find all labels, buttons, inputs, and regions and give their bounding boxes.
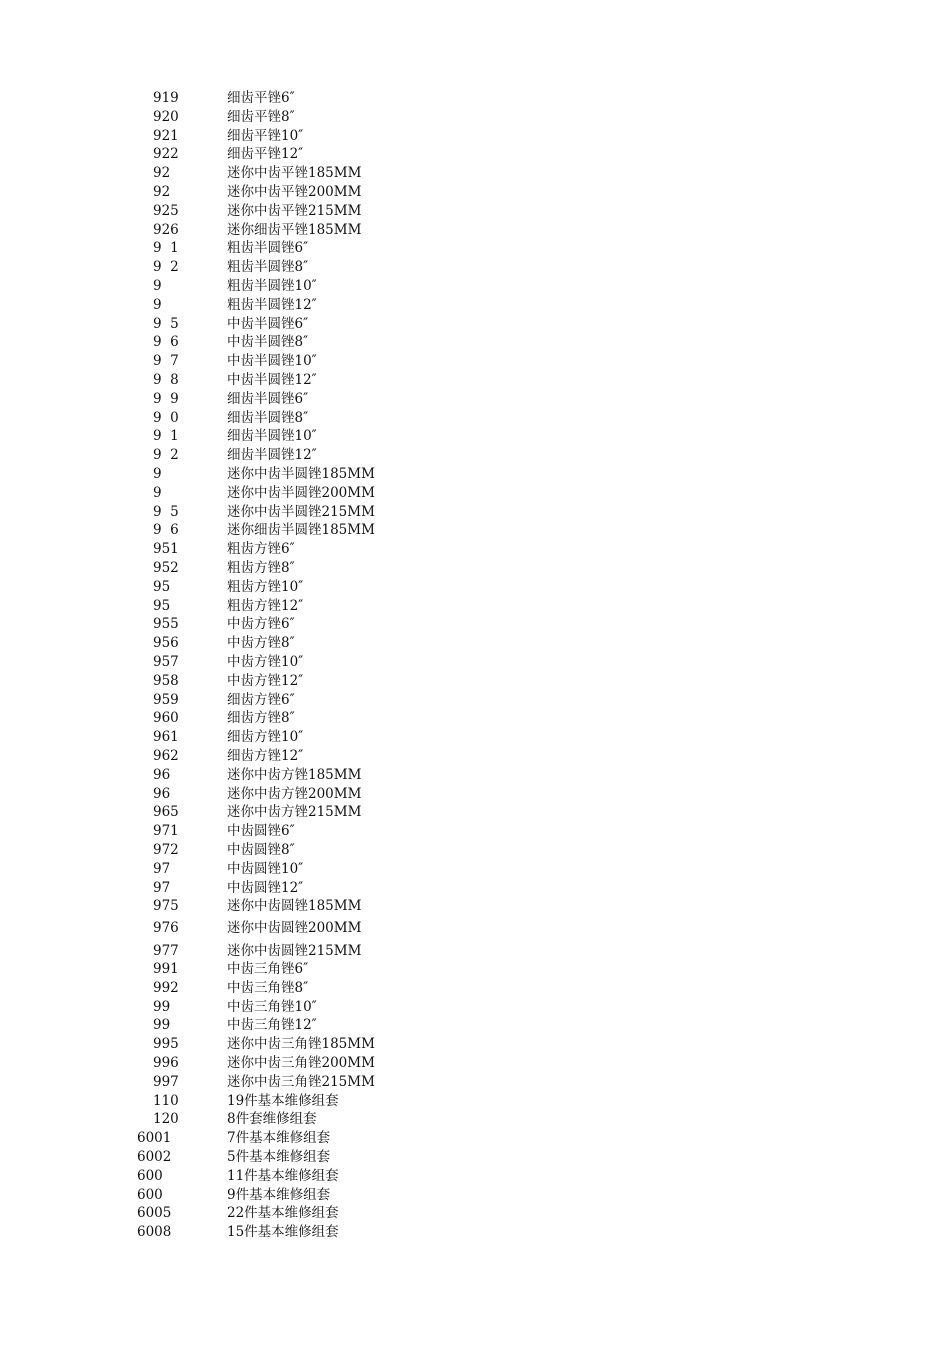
list-item	[0, 127, 950, 146]
list-item	[0, 277, 950, 296]
item-name: 粗齿方锉8″	[227, 560, 295, 576]
list-item	[0, 164, 950, 183]
item-name: 中齿圆锉6″	[227, 823, 295, 840]
item-name: 粗齿方锉10″	[227, 578, 304, 595]
list-item	[0, 615, 950, 634]
list-item	[0, 1016, 950, 1035]
list-item	[0, 691, 950, 710]
item-code: 92	[153, 184, 171, 200]
list-item	[0, 221, 950, 240]
list-item	[0, 1054, 950, 1073]
list-item	[0, 390, 950, 409]
item-code: 991	[153, 960, 179, 977]
item-name: 粗齿半圆锉8″	[227, 259, 309, 276]
item-code: 9 1	[153, 428, 179, 445]
item-name: 细齿平锉6″	[227, 90, 295, 106]
item-code: 965	[153, 804, 179, 821]
list-item	[0, 1092, 950, 1111]
list-item	[0, 1148, 950, 1167]
item-code: 922	[153, 146, 179, 163]
list-item	[0, 145, 950, 164]
list-item	[0, 559, 950, 578]
item-name: 中齿半圆锉12″	[227, 372, 317, 388]
item-code: 977	[153, 942, 179, 959]
item-name: 迷你中齿三角锉215MM	[227, 1073, 375, 1090]
item-code: 9 2	[153, 447, 179, 464]
list-item	[0, 371, 950, 390]
item-code: 9 2	[153, 259, 179, 276]
item-code: 972	[153, 842, 179, 858]
item-name: 中齿半圆锉6″	[227, 315, 309, 332]
item-name: 细齿半圆锉10″	[227, 428, 317, 445]
list-item	[0, 333, 950, 352]
item-code: 971	[153, 823, 179, 840]
list-item	[0, 747, 950, 766]
item-name: 迷你中齿方锉200MM	[227, 785, 362, 802]
item-name: 迷你中齿方锉215MM	[227, 804, 362, 821]
item-name: 19件基本维修组套	[227, 1092, 339, 1109]
item-code: 9	[153, 278, 162, 294]
item-code: 9 9	[153, 390, 179, 407]
item-code: 9 7	[153, 353, 179, 370]
item-name: 15件基本维修组套	[227, 1224, 339, 1241]
item-name: 迷你中齿圆锉200MM	[227, 920, 362, 937]
list-item	[0, 998, 950, 1017]
list-item	[0, 1110, 950, 1129]
item-name: 细齿平锉10″	[227, 127, 304, 144]
list-item	[0, 1204, 950, 1223]
list-item	[0, 446, 950, 465]
list-item	[0, 841, 950, 860]
item-code: 9 1	[153, 240, 179, 257]
list-item	[0, 728, 950, 747]
list-item	[0, 653, 950, 672]
item-code: 600	[137, 1186, 163, 1203]
item-code: 961	[153, 729, 179, 746]
item-name: 中齿方锉8″	[227, 635, 295, 652]
item-code: 99	[153, 998, 171, 1015]
item-code: 952	[153, 560, 179, 576]
list-item	[0, 634, 950, 653]
list-item	[0, 1186, 950, 1205]
item-code: 975	[153, 898, 179, 915]
item-code: 995	[153, 1036, 179, 1053]
item-name: 迷你中齿平锉185MM	[227, 165, 362, 182]
item-name: 中齿三角锉6″	[227, 960, 309, 977]
item-name: 中齿三角锉12″	[227, 1017, 317, 1034]
item-code: 110	[153, 1092, 179, 1109]
item-name: 细齿半圆锉6″	[227, 390, 309, 407]
item-name: 中齿圆锉12″	[227, 879, 304, 896]
list-item	[0, 484, 950, 503]
item-name: 迷你中齿三角锉200MM	[227, 1054, 375, 1071]
item-name: 中齿圆锉8″	[227, 842, 295, 858]
item-code: 919	[153, 90, 179, 106]
list-item	[0, 315, 950, 334]
item-name: 迷你中齿平锉200MM	[227, 184, 362, 200]
list-item	[0, 239, 950, 258]
item-name: 迷你细齿平锉185MM	[227, 221, 362, 238]
item-code: 96	[153, 766, 171, 783]
item-code: 951	[153, 541, 179, 558]
list-item	[0, 1129, 950, 1148]
item-name: 细齿方锉6″	[227, 691, 295, 708]
item-code: 97	[153, 860, 171, 877]
item-code: 959	[153, 691, 179, 708]
item-name: 9件基本维修组套	[227, 1186, 331, 1203]
item-name: 细齿平锉12″	[227, 146, 304, 163]
list-item	[0, 465, 950, 484]
list-item	[0, 766, 950, 785]
list-item	[0, 803, 950, 822]
item-name: 22件基本维修组套	[227, 1205, 339, 1222]
item-name: 迷你中齿平锉215MM	[227, 202, 362, 219]
item-code: 99	[153, 1017, 171, 1034]
item-name: 粗齿半圆锉6″	[227, 240, 309, 257]
list-item	[0, 503, 950, 522]
item-name: 细齿半圆锉12″	[227, 447, 317, 464]
item-code: 9 5	[153, 503, 179, 520]
item-name: 8件套维修组套	[227, 1111, 317, 1128]
item-name: 迷你中齿方锉185MM	[227, 766, 362, 783]
list-item	[0, 942, 950, 961]
item-code: 921	[153, 127, 179, 144]
item-code: 996	[153, 1054, 179, 1071]
list-item	[0, 89, 950, 108]
item-name: 细齿方锉8″	[227, 710, 295, 727]
list-item	[0, 1223, 950, 1242]
item-name: 粗齿半圆锉10″	[227, 278, 317, 294]
item-name: 中齿三角锉8″	[227, 979, 309, 996]
list-item	[0, 427, 950, 446]
item-name: 迷你中齿三角锉185MM	[227, 1036, 375, 1053]
item-code: 9	[153, 296, 162, 313]
list-item	[0, 785, 950, 804]
item-code: 976	[153, 920, 179, 937]
item-code: 9 8	[153, 372, 179, 388]
list-item	[0, 1167, 950, 1186]
item-code: 95	[153, 597, 171, 614]
item-name: 中齿半圆锉8″	[227, 334, 309, 351]
item-code: 97	[153, 879, 171, 896]
list-item	[0, 183, 950, 202]
item-code: 120	[153, 1111, 179, 1128]
list-item	[0, 822, 950, 841]
item-code: 962	[153, 748, 179, 764]
list-item	[0, 352, 950, 371]
item-code: 958	[153, 672, 179, 689]
list-item	[0, 860, 950, 879]
list-item	[0, 540, 950, 559]
item-name: 迷你中齿半圆锉215MM	[227, 503, 375, 520]
list-item	[0, 960, 950, 979]
item-name: 迷你中齿半圆锉200MM	[227, 484, 375, 501]
item-code: 997	[153, 1073, 179, 1090]
item-code: 9 0	[153, 409, 179, 426]
item-code: 9	[153, 466, 162, 482]
list-item	[0, 979, 950, 998]
list-item	[0, 258, 950, 277]
item-name: 中齿方锉12″	[227, 672, 304, 689]
item-code: 926	[153, 221, 179, 238]
list-item	[0, 1073, 950, 1092]
item-name: 迷你中齿圆锉185MM	[227, 898, 362, 915]
list-item	[0, 578, 950, 597]
item-name: 细齿方锉10″	[227, 729, 304, 746]
item-name: 细齿方锉12″	[227, 748, 304, 764]
item-name: 粗齿方锉6″	[227, 541, 295, 558]
list-item	[0, 108, 950, 127]
item-code: 9 5	[153, 315, 179, 332]
item-code: 6008	[137, 1224, 172, 1241]
item-name: 细齿半圆锉8″	[227, 409, 309, 426]
list-item	[0, 709, 950, 728]
item-code: 6001	[137, 1130, 172, 1147]
item-name: 中齿方锉10″	[227, 654, 304, 670]
item-name: 迷你中齿半圆锉185MM	[227, 466, 375, 482]
list-item	[0, 597, 950, 616]
list-item	[0, 879, 950, 898]
item-name: 迷你中齿圆锉215MM	[227, 942, 362, 959]
list-item	[0, 919, 950, 938]
item-code: 925	[153, 202, 179, 219]
list-item	[0, 897, 950, 916]
item-code: 960	[153, 710, 179, 727]
item-code: 955	[153, 616, 179, 633]
item-name: 中齿方锉6″	[227, 616, 295, 633]
item-code: 600	[137, 1167, 163, 1184]
list-item	[0, 521, 950, 540]
item-name: 5件基本维修组套	[227, 1148, 331, 1165]
item-name: 迷你细齿半圆锉185MM	[227, 522, 375, 539]
item-code: 992	[153, 979, 179, 996]
list-item	[0, 1035, 950, 1054]
item-name: 细齿平锉8″	[227, 108, 295, 125]
item-name: 中齿圆锉10″	[227, 860, 304, 877]
item-code: 9	[153, 484, 162, 501]
item-code: 956	[153, 635, 179, 652]
list-item	[0, 409, 950, 428]
item-code: 6002	[137, 1148, 172, 1165]
list-item	[0, 672, 950, 691]
item-name: 粗齿半圆锉12″	[227, 296, 317, 313]
list-item	[0, 202, 950, 221]
list-item	[0, 296, 950, 315]
item-name: 粗齿方锉12″	[227, 597, 304, 614]
item-name: 中齿三角锉10″	[227, 998, 317, 1015]
item-name: 11件基本维修组套	[227, 1167, 339, 1184]
item-code: 920	[153, 108, 179, 125]
item-name: 7件基本维修组套	[227, 1130, 331, 1147]
item-code: 96	[153, 785, 171, 802]
item-code: 6005	[137, 1205, 172, 1222]
item-code: 95	[153, 578, 171, 595]
item-code: 92	[153, 165, 171, 182]
item-name: 中齿半圆锉10″	[227, 353, 317, 370]
item-code: 9 6	[153, 522, 179, 539]
item-code: 957	[153, 654, 179, 670]
item-code: 9 6	[153, 334, 179, 351]
